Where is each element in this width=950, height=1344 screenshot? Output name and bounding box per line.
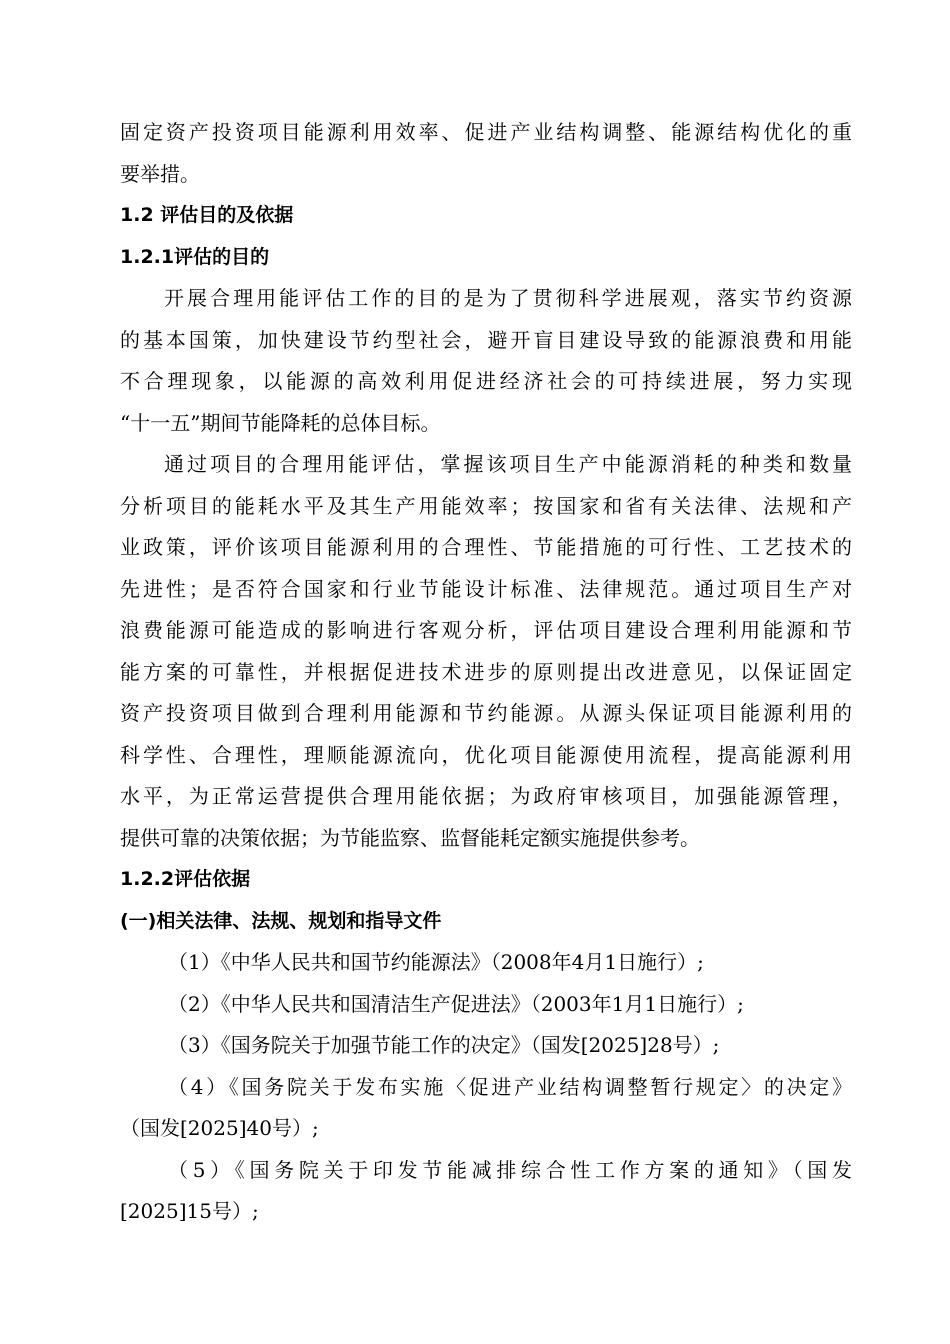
reference-item-continuation: [2025]15号）; [120,1199,259,1223]
paragraph-line: 分析项目的能耗水平及其生产用能效率；按国家和省有关法律、法规和产 [120,493,852,518]
reference-item-continuation: （国发[2025]40号）; [120,1116,319,1140]
paragraph-line: 资产投资项目做到合理利用能源和节约能源。从源头保证项目能源利用的 [120,701,852,725]
paragraph-line: 科学性、合理性，理顺能源流向，优化项目能源使用流程，提高能源利用 [120,742,852,767]
paragraph-line: 水平，为正常运营提供合理用能依据；为政府审核项目，加强能源管理， [120,784,852,808]
paragraph-line: 通过项目的合理用能评估，掌握该项目生产中能源消耗的种类和数量 [164,452,852,476]
document-page [120,112,852,1233]
paragraph-line: 业政策，评价该项目能源利用的合理性、节能措施的可行性、工艺技术的 [120,535,852,559]
reference-item: （1）《中华人民共和国节约能源法》（2008年4月1日施行）; [168,950,704,974]
paragraph-line: 提供可靠的决策依据；为节能监察、监督能耗定额实施提供参考。 [120,825,700,850]
reference-item: （2）《中华人民共和国清洁生产促进法》（2003年1月1日施行）; [168,991,744,1016]
reference-item: （5）《国务院关于印发节能减排综合性工作方案的通知》（国发 [168,1157,852,1182]
section-heading: 1.2 评估目的及依据 [120,204,294,226]
paragraph-line: 开展合理用能评估工作的目的是为了贯彻科学进展观，落实节约资源 [164,286,852,310]
paragraph-line: 的基本国策，加快建设节约型社会，避开盲目建设导致的能源浪费和用能 [120,327,852,352]
reference-item: （3）《国务院关于加强节能工作的决定》（国发[2025]28号）; [168,1033,720,1057]
paragraph-line: 浪费能源可能造成的影响进行客观分析，评估项目建设合理利用能源和节 [120,618,852,642]
paragraph-line: 能方案的可靠性，并根据促进技术进步的原则提出改进意见，以保证固定 [120,659,852,684]
list-heading: (一)相关法律、法规、规划和指导文件 [120,909,442,932]
subsection-heading: 1.2.2评估依据 [120,868,251,890]
paragraph-line: 固定资产投资项目能源利用效率、促进产业结构调整、能源结构优化的重 [120,120,852,144]
paragraph-line: 不合理现象，以能源的高效利用促进经济社会的可持续进展，努力实现 [120,369,852,393]
paragraph-line: “十一五”期间节能降耗的总体目标。 [120,410,441,435]
reference-item: （4）《国务院关于发布实施〈促进产业结构调整暂行规定〉的决定》 [168,1074,852,1099]
paragraph-line: 先进性；是否符合国家和行业节能设计标准、法律规范。通过项目生产对 [120,576,852,601]
paragraph-line: 要举措。 [120,161,200,186]
subsection-heading: 1.2.1评估的目的 [120,245,270,268]
